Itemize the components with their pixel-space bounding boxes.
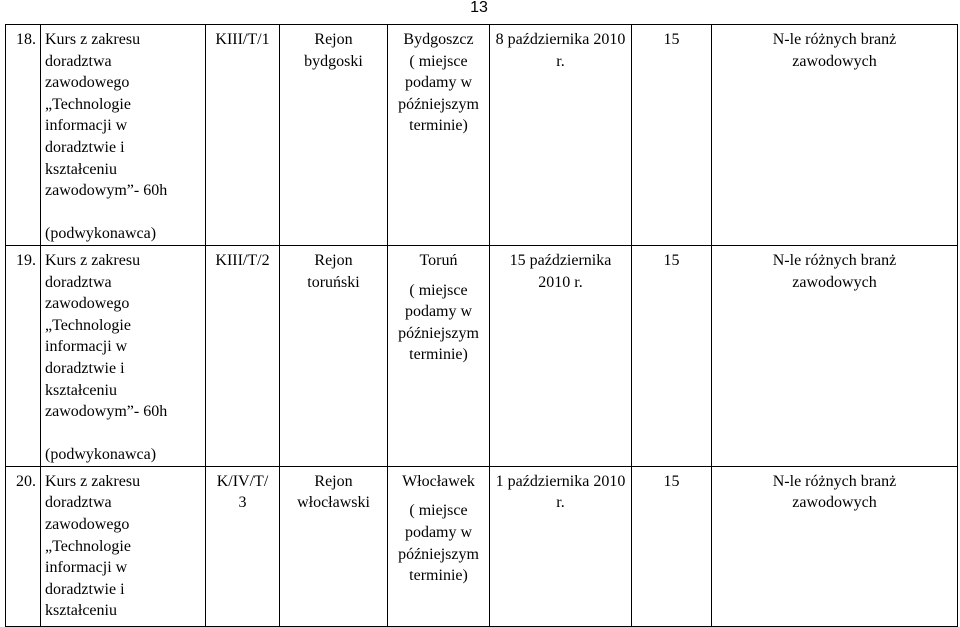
course-cell — [41, 466, 206, 626]
region: Rejon bydgoski — [280, 25, 388, 246]
city: Włocławek — [402, 472, 475, 490]
course-title: Kurs z zakresu doradztwa zawodowego „Technologie informacji w doradztwie i kształceniu zawodowym”- 60h — [45, 251, 168, 421]
city: Bydgoszcz — [403, 31, 474, 48]
participant-count: 15 — [632, 245, 712, 466]
course-title: Kurs z zakresu doradztwa zawodowego „Technologie informacji w doradztwie i kształceniu zawodowym”- 60h — [45, 31, 168, 200]
date: 15 października 2010 r. — [490, 245, 632, 466]
target-group: N-le różnych branż zawodowych — [712, 466, 958, 626]
table-row — [6, 25, 958, 246]
place-cell — [388, 245, 490, 466]
contractor-note: (podwykonawca) — [45, 225, 157, 243]
course-code: K/IV/T/ 3 — [206, 466, 280, 626]
row-number: 18. — [6, 25, 41, 246]
region: Rejon włocławski — [280, 466, 388, 626]
place-note: ( miejsce podamy w późniejszym terminie) — [398, 52, 479, 135]
place-note: ( miejsce podamy w późniejszym terminie) — [398, 502, 479, 585]
contractor-note: (podwykonawca) — [45, 446, 157, 464]
course-schedule-table — [5, 24, 958, 627]
course-code: KIII/T/2 — [206, 245, 280, 466]
page-number: 13 — [470, 0, 488, 16]
course-cell — [41, 25, 206, 246]
place-cell — [388, 466, 490, 626]
row-number: 19. — [6, 245, 41, 466]
course-title: Kurs z zakresu doradztwa zawodowego „Technologie informacji w doradztwie i kształceniu — [45, 472, 141, 620]
place-cell — [388, 25, 490, 246]
place-note: ( miejsce podamy w późniejszym terminie) — [398, 281, 479, 364]
participant-count: 15 — [632, 25, 712, 246]
city: Toruń — [419, 251, 458, 269]
course-cell — [41, 245, 206, 466]
date: 8 października 2010 r. — [490, 25, 632, 246]
table-row — [6, 466, 958, 626]
course-code: KIII/T/1 — [206, 25, 280, 246]
target-group: N-le różnych branż zawodowych — [712, 245, 958, 466]
row-number: 20. — [6, 466, 41, 626]
date: 1 października 2010 r. — [490, 466, 632, 626]
target-group: N-le różnych branż zawodowych — [712, 25, 958, 246]
participant-count: 15 — [632, 466, 712, 626]
table-row — [6, 245, 958, 466]
region: Rejon toruński — [280, 245, 388, 466]
